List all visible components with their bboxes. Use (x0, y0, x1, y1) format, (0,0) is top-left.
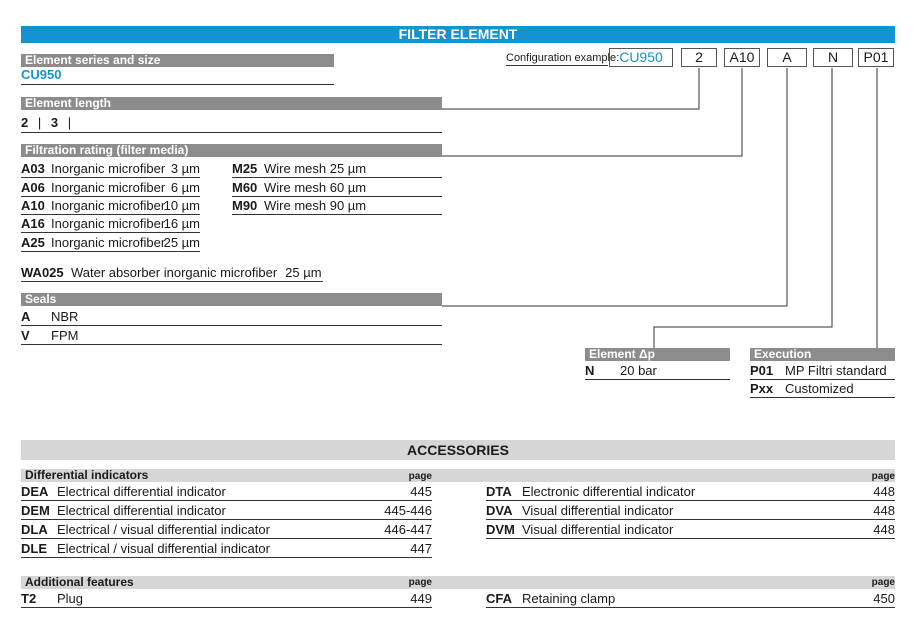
series-value: CU950 (21, 67, 62, 82)
diff-section-header: Differential indicators (21, 469, 895, 482)
rating-section-header: Filtration rating (filter media) (21, 144, 442, 157)
additional-section-header: Additional features (21, 576, 895, 589)
rating-item: M25 Wire mesh 25 µm (232, 161, 367, 176)
rating-item-wa: WA025 Water absorber inorganic microfiber 25 µm (21, 265, 322, 280)
rating-size: 25 µm (163, 235, 200, 250)
rating-size: 6 µm (170, 180, 200, 195)
accessory-row: DVM Visual differential indicator (486, 522, 674, 537)
rating-item: A16 Inorganic microfiber (21, 216, 166, 231)
series-section-header: Element series and size (21, 54, 334, 67)
separator: | (37, 115, 42, 130)
length-option-2: 2 (21, 115, 29, 130)
accessory-row: DLA Electrical / visual differential indicator (21, 522, 270, 537)
accessory-page: 447 (410, 541, 432, 556)
rating-item: M90 Wire mesh 90 µm (232, 198, 367, 213)
length-section-header: Element length (21, 97, 442, 110)
dp-item: N 20 bar (585, 363, 657, 378)
exec-item: Pxx Customized (750, 381, 854, 396)
config-rating: A10 (724, 48, 760, 67)
accessory-page: 449 (410, 591, 432, 606)
rating-item: M60 Wire mesh 60 µm (232, 180, 367, 195)
config-dp: N (813, 48, 853, 67)
seals-section-header: Seals (21, 293, 442, 306)
accessory-page: 446-447 (384, 522, 432, 537)
rating-item: A25 Inorganic microfiber (21, 235, 166, 250)
accessories-header: ACCESSORIES (21, 440, 895, 460)
exec-item: P01 MP Filtri standard (750, 363, 887, 378)
accessory-page: 450 (873, 591, 895, 606)
separator: | (67, 115, 72, 130)
config-series: CU950 (609, 48, 673, 67)
accessory-row: T2 Plug (21, 591, 84, 606)
accessory-page: 448 (873, 522, 895, 537)
accessory-row: DEM Electrical differential indicator (21, 503, 226, 518)
page-label: page (408, 577, 432, 588)
accessory-row: DVA Visual differential indicator (486, 503, 674, 518)
rating-item: A06 Inorganic microfiber (21, 180, 166, 195)
accessory-page: 448 (873, 484, 895, 499)
exec-section-header: Execution (750, 348, 895, 361)
config-label: Configuration example: (506, 52, 620, 64)
page-title: FILTER ELEMENT (21, 26, 895, 43)
length-options (21, 115, 71, 131)
rating-item: A03 Inorganic microfiber (21, 161, 166, 176)
accessory-page: 445 (410, 484, 432, 499)
page-label: page (871, 471, 895, 482)
rating-size: 10 µm (163, 198, 200, 213)
accessory-row: CFA Retaining clamp (486, 591, 616, 606)
dp-section-header: Element Δp (585, 348, 730, 361)
accessory-page: 448 (873, 503, 895, 518)
seal-item: V FPM (21, 328, 79, 343)
config-length: 2 (681, 48, 717, 67)
rating-size: 16 µm (163, 216, 200, 231)
accessory-page: 445-446 (384, 503, 432, 518)
rating-item: A10 Inorganic microfiber (21, 198, 166, 213)
seal-item: A NBR (21, 309, 79, 324)
accessory-row: DEA Electrical differential indicator (21, 484, 226, 499)
accessory-row: DLE Electrical / visual differential indicator (21, 541, 270, 556)
config-execution: P01 (858, 48, 894, 67)
accessory-row: DTA Electronic differential indicator (486, 484, 696, 499)
page-label: page (408, 471, 432, 482)
page-label: page (871, 577, 895, 588)
rating-size: 3 µm (170, 161, 200, 176)
config-seal: A (767, 48, 807, 67)
length-option-3: 3 (50, 115, 59, 130)
